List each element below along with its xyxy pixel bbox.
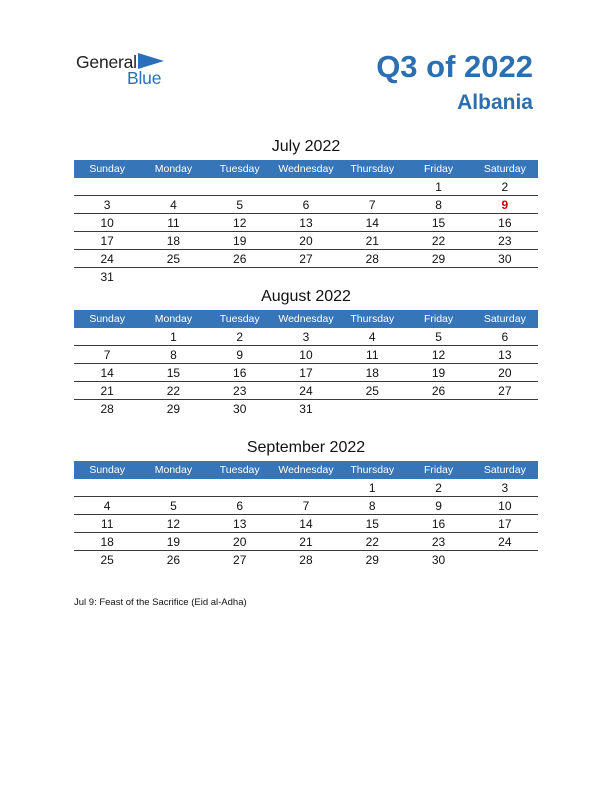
day-cell: 30 [472, 250, 538, 268]
week-row [74, 196, 538, 214]
weekday-header: Monday [140, 461, 206, 479]
weekday-header-row [74, 310, 538, 328]
week-row [74, 515, 538, 533]
day-cell [74, 178, 140, 196]
holiday-day-cell: 9 [472, 196, 538, 214]
day-cell: 24 [273, 382, 339, 400]
day-cell: 12 [140, 515, 206, 533]
day-cell: 4 [140, 196, 206, 214]
weekday-header: Sunday [74, 310, 140, 328]
weekday-header: Friday [405, 160, 471, 178]
weekday-header: Saturday [472, 160, 538, 178]
day-cell: 7 [339, 196, 405, 214]
weekday-header: Monday [140, 160, 206, 178]
day-cell: 28 [339, 250, 405, 268]
day-cell: 18 [74, 533, 140, 551]
day-cell: 4 [74, 497, 140, 515]
day-cell: 21 [74, 382, 140, 400]
day-cell: 8 [140, 346, 206, 364]
day-cell [339, 400, 405, 418]
month-title: September 2022 [246, 439, 366, 456]
calendar-table [74, 160, 538, 285]
day-cell [273, 178, 339, 196]
weekday-header: Monday [140, 310, 206, 328]
day-cell: 30 [233, 401, 247, 416]
day-cell: 22 [339, 533, 405, 551]
day-cell: 25 [339, 382, 405, 400]
day-cell: 29 [166, 401, 181, 416]
day-cell [207, 479, 273, 497]
day-cell: 27 [233, 552, 247, 567]
day-cell: 29 [405, 250, 471, 268]
day-cell: 11 [74, 515, 140, 533]
day-cell: 13 [273, 214, 339, 232]
day-cell: 13 [472, 346, 538, 364]
day-cell: 17 [74, 232, 140, 250]
week-row [74, 328, 538, 346]
day-cell: 26 [166, 552, 181, 567]
day-cell: 22 [140, 382, 206, 400]
weekday-header: Friday [405, 310, 471, 328]
day-cell: 9 [207, 346, 273, 364]
day-cell: 16 [405, 515, 471, 533]
day-cell: 19 [405, 364, 471, 382]
weekday-header: Wednesday [273, 310, 339, 328]
day-cell [472, 400, 538, 418]
logo-text-general: General [76, 52, 137, 72]
day-cell: 12 [405, 346, 471, 364]
day-cell: 23 [472, 232, 538, 250]
day-cell: 24 [472, 533, 538, 551]
day-cell [472, 551, 538, 569]
day-cell: 11 [140, 214, 206, 232]
day-cell [472, 268, 538, 286]
week-row [74, 214, 538, 232]
weekday-header: Thursday [339, 160, 405, 178]
day-cell: 31 [299, 401, 313, 416]
week-row [74, 364, 538, 382]
week-row [74, 551, 538, 569]
holiday-note: Jul 9: Feast of the Sacrifice (Eid al-Adha) [74, 597, 247, 608]
weekday-header: Tuesday [207, 310, 273, 328]
week-row [74, 400, 538, 418]
day-cell: 27 [273, 250, 339, 268]
day-cell [273, 268, 339, 286]
day-cell: 7 [74, 346, 140, 364]
day-cell: 4 [339, 328, 405, 346]
day-cell: 14 [273, 515, 339, 533]
week-row [74, 232, 538, 250]
week-row [74, 382, 538, 400]
day-cell: 5 [140, 497, 206, 515]
logo [76, 52, 186, 88]
day-cell [74, 328, 140, 346]
day-cell: 7 [273, 497, 339, 515]
day-cell: 2 [472, 178, 538, 196]
day-cell: 20 [472, 364, 538, 382]
day-cell: 27 [472, 382, 538, 400]
day-cell [405, 268, 471, 286]
day-cell [339, 178, 405, 196]
month-title: August 2022 [261, 288, 351, 305]
weekday-header: Friday [405, 461, 471, 479]
weekday-header: Sunday [74, 461, 140, 479]
day-cell: 25 [100, 552, 114, 567]
day-cell: 30 [431, 552, 446, 567]
day-cell [74, 479, 140, 497]
day-cell: 23 [405, 533, 471, 551]
day-cell [140, 178, 206, 196]
day-cell: 18 [140, 232, 206, 250]
weekday-header: Tuesday [207, 461, 273, 479]
calendar-table [74, 461, 538, 568]
day-cell: 14 [74, 364, 140, 382]
day-cell [140, 268, 206, 286]
day-cell [405, 400, 471, 418]
day-cell: 16 [472, 214, 538, 232]
day-cell: 26 [207, 250, 273, 268]
weekday-header: Tuesday [207, 160, 273, 178]
month-title: July 2022 [271, 138, 341, 155]
weekday-header: Saturday [472, 310, 538, 328]
day-cell: 5 [207, 196, 273, 214]
day-cell: 6 [207, 497, 273, 515]
week-row [74, 268, 538, 286]
day-cell: 1 [339, 479, 405, 497]
weekday-header: Thursday [339, 461, 405, 479]
week-row [74, 497, 538, 515]
day-cell: 6 [273, 196, 339, 214]
month-september [74, 439, 538, 568]
day-cell: 6 [472, 328, 538, 346]
day-cell: 10 [472, 497, 538, 515]
day-cell [140, 479, 206, 497]
day-cell: 24 [74, 250, 140, 268]
day-cell: 31 [100, 269, 114, 284]
day-cell: 29 [365, 552, 379, 567]
day-cell [339, 268, 405, 286]
day-cell: 12 [207, 214, 273, 232]
day-cell [273, 479, 339, 497]
week-row [74, 479, 538, 497]
month-august [74, 288, 538, 417]
day-cell: 17 [472, 515, 538, 533]
week-row [74, 178, 538, 196]
day-cell: 18 [339, 364, 405, 382]
week-row [74, 250, 538, 268]
day-cell: 13 [207, 515, 273, 533]
day-cell: 2 [207, 328, 273, 346]
day-cell: 21 [273, 533, 339, 551]
weekday-header: Wednesday [273, 160, 339, 178]
page-title: Q3 of 2022 [376, 49, 533, 84]
day-cell: 16 [207, 364, 273, 382]
calendar-table [74, 310, 538, 417]
day-cell: 19 [140, 533, 206, 551]
day-cell: 20 [273, 232, 339, 250]
day-cell: 8 [339, 497, 405, 515]
logo-text-blue: Blue [127, 68, 162, 88]
day-cell: 11 [339, 346, 405, 364]
day-cell: 28 [299, 552, 313, 567]
day-cell: 15 [339, 515, 405, 533]
day-cell: 21 [339, 232, 405, 250]
day-cell: 2 [405, 479, 471, 497]
day-cell: 25 [140, 250, 206, 268]
day-cell: 5 [405, 328, 471, 346]
day-cell: 28 [100, 401, 114, 416]
day-cell: 8 [405, 196, 471, 214]
day-cell [207, 178, 273, 196]
day-cell: 17 [273, 364, 339, 382]
month-july [74, 138, 538, 285]
day-cell: 3 [273, 328, 339, 346]
weekday-header: Wednesday [273, 461, 339, 479]
weekday-header: Sunday [74, 160, 140, 178]
day-cell: 14 [339, 214, 405, 232]
day-cell: 3 [472, 479, 538, 497]
weekday-header: Thursday [339, 310, 405, 328]
logo-triangle-icon [138, 53, 164, 69]
week-row [74, 346, 538, 364]
week-row [74, 533, 538, 551]
day-cell: 10 [273, 346, 339, 364]
day-cell: 3 [74, 196, 140, 214]
weekday-header-row [74, 160, 538, 178]
day-cell: 9 [405, 497, 471, 515]
day-cell: 15 [405, 214, 471, 232]
weekday-header-row [74, 461, 538, 479]
country-name: Albania [457, 91, 533, 114]
day-cell: 22 [405, 232, 471, 250]
day-cell: 1 [140, 328, 206, 346]
day-cell: 1 [405, 178, 471, 196]
day-cell: 10 [74, 214, 140, 232]
day-cell: 19 [207, 232, 273, 250]
day-cell: 15 [140, 364, 206, 382]
weekday-header: Saturday [472, 461, 538, 479]
day-cell: 26 [405, 382, 471, 400]
day-cell: 23 [207, 382, 273, 400]
day-cell [207, 268, 273, 286]
day-cell: 20 [207, 533, 273, 551]
